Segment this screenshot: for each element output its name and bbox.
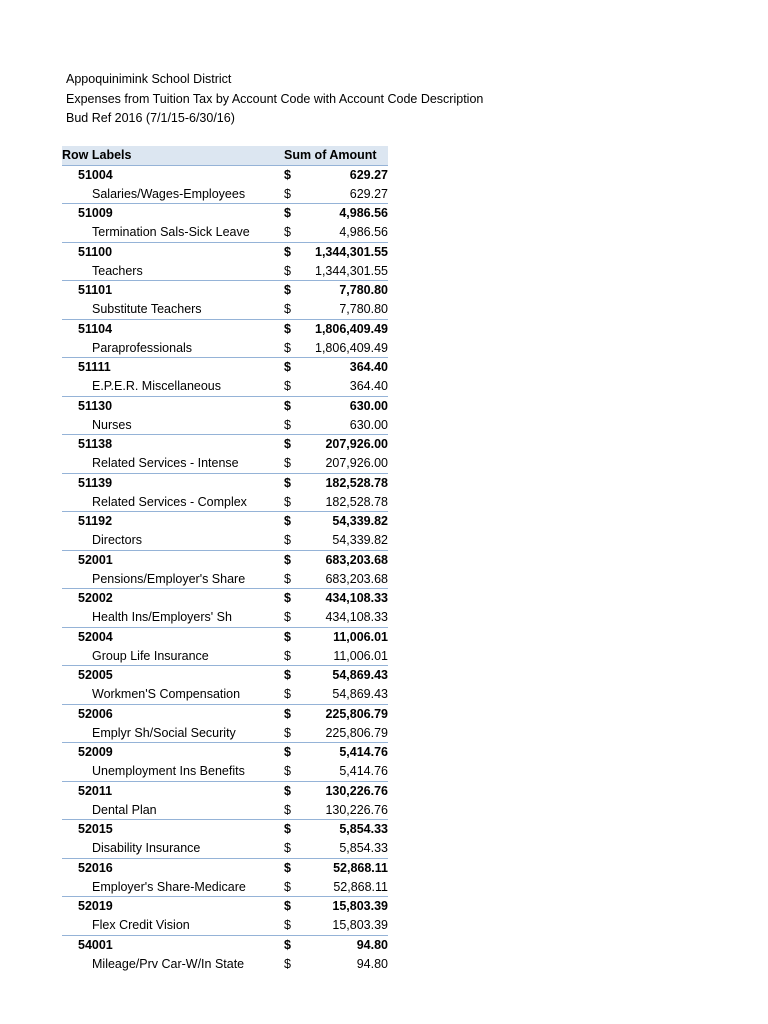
account-code-label: 52019 [62, 897, 284, 916]
currency-symbol: $ [284, 302, 291, 316]
account-code-row[interactable] [62, 204, 388, 223]
currency-symbol: $ [284, 687, 291, 701]
account-description-row[interactable] [62, 801, 388, 820]
account-code-label: 51104 [62, 319, 284, 338]
currency-symbol: $ [284, 764, 291, 778]
amount-value: 94.80 [356, 956, 388, 971]
amount-value: 4,986.56 [298, 204, 388, 223]
account-description-label: Nurses [92, 417, 132, 432]
amount-value: 207,926.00 [298, 435, 388, 454]
district-title: Appoquinimink School District [66, 72, 232, 86]
amount-value: 54,869.43 [298, 666, 388, 685]
amount-value: 630.00 [298, 396, 388, 415]
account-code-label: 52006 [62, 704, 284, 723]
account-code-label: 51138 [62, 435, 284, 454]
account-code-label: 51101 [62, 281, 284, 300]
account-description-row[interactable] [62, 339, 388, 358]
currency-symbol: $ [284, 648, 291, 663]
account-code-row[interactable] [62, 473, 388, 492]
account-description-row[interactable] [62, 955, 388, 974]
account-description-row[interactable] [62, 570, 388, 589]
currency-symbol: $ [284, 704, 298, 723]
account-description-row[interactable] [62, 493, 388, 512]
amount-value: 364.40 [349, 379, 388, 393]
currency-symbol: $ [284, 242, 298, 261]
currency-symbol: $ [284, 417, 291, 432]
currency-symbol: $ [284, 319, 298, 338]
row-labels-header[interactable]: Row Labels [62, 146, 284, 165]
account-description-row[interactable] [62, 223, 388, 242]
account-description-label: Related Services - Complex [92, 494, 247, 509]
amount-value: 15,803.39 [332, 918, 388, 932]
account-code-row[interactable] [62, 820, 388, 839]
amount-value: 7,780.80 [298, 281, 388, 300]
currency-symbol: $ [284, 781, 298, 800]
account-code-row[interactable] [62, 666, 388, 685]
amount-value: 7,780.80 [339, 302, 388, 316]
amount-value: 54,339.82 [298, 512, 388, 531]
account-code-label: 54001 [62, 935, 284, 954]
currency-symbol: $ [284, 627, 298, 646]
currency-symbol: $ [284, 494, 291, 509]
account-code-label: 52001 [62, 550, 284, 569]
account-description-label: Workmen'S Compensation [92, 687, 241, 701]
amount-value: 182,528.78 [298, 473, 388, 492]
currency-symbol: $ [284, 340, 291, 355]
report-header [66, 70, 483, 129]
amount-value: 629.27 [298, 165, 388, 184]
account-description-row[interactable] [62, 647, 388, 666]
account-description-row[interactable] [62, 685, 388, 704]
currency-symbol: $ [284, 589, 298, 608]
sum-of-amount-header[interactable]: Sum of Amount [284, 146, 388, 165]
currency-symbol: $ [284, 550, 298, 569]
currency-symbol: $ [284, 435, 298, 454]
pivot-table [62, 146, 388, 973]
account-description-label: Related Services - Intense [92, 456, 239, 470]
amount-value: 207,926.00 [325, 456, 388, 470]
account-description-label: E.P.E.R. Miscellaneous [92, 379, 221, 393]
currency-symbol: $ [284, 918, 291, 932]
currency-symbol: $ [284, 473, 298, 492]
currency-symbol: $ [284, 820, 298, 839]
account-description-row[interactable] [62, 300, 388, 319]
account-code-label: 51139 [62, 473, 284, 492]
account-description-row[interactable] [62, 608, 388, 627]
account-description-row[interactable] [62, 416, 388, 435]
account-code-row[interactable] [62, 743, 388, 762]
account-description-row[interactable] [62, 454, 388, 473]
account-code-label: 51004 [62, 165, 284, 184]
currency-symbol: $ [284, 281, 298, 300]
account-code-row[interactable] [62, 589, 388, 608]
account-code-row[interactable] [62, 319, 388, 338]
amount-value: 52,868.11 [298, 858, 388, 877]
account-code-row[interactable] [62, 935, 388, 954]
currency-symbol: $ [284, 512, 298, 531]
account-code-label: 51009 [62, 204, 284, 223]
currency-symbol: $ [284, 935, 298, 954]
currency-symbol: $ [284, 379, 291, 393]
amount-value: 4,986.56 [339, 225, 388, 239]
account-code-label: 51192 [62, 512, 284, 531]
currency-symbol: $ [284, 225, 291, 239]
account-code-row[interactable] [62, 627, 388, 646]
currency-symbol: $ [284, 263, 291, 278]
amount-value: 1,344,301.55 [315, 263, 388, 278]
account-code-label: 52002 [62, 589, 284, 608]
report-title: Expenses from Tuition Tax by Account Code with Account Code Description [66, 91, 484, 106]
amount-value: 182,528.78 [325, 494, 388, 509]
account-description-row[interactable] [62, 531, 388, 550]
account-code-label: 52004 [62, 627, 284, 646]
account-description-label: Termination Sals-Sick Leave [92, 225, 250, 239]
account-description-label: Teachers [92, 263, 143, 278]
amount-value: 629.27 [349, 186, 388, 201]
amount-value: 52,868.11 [333, 879, 388, 894]
amount-value: 683,203.68 [298, 550, 388, 569]
account-code-row[interactable] [62, 396, 388, 415]
account-code-row[interactable] [62, 704, 388, 723]
account-code-label: 52011 [62, 781, 284, 800]
currency-symbol: $ [284, 725, 291, 740]
amount-value: 11,006.01 [333, 648, 388, 663]
currency-symbol: $ [284, 456, 291, 470]
account-code-row[interactable] [62, 165, 388, 184]
amount-value: 630.00 [349, 417, 388, 432]
account-code-row[interactable] [62, 512, 388, 531]
account-description-row[interactable] [62, 262, 388, 281]
amount-value: 5,414.76 [298, 743, 388, 762]
account-description-label: Unemployment Ins Benefits [92, 764, 245, 778]
account-description-row[interactable] [62, 377, 388, 396]
amount-value: 434,108.33 [325, 610, 388, 624]
account-code-row[interactable] [62, 781, 388, 800]
account-description-label: Employer's Share-Medicare [92, 879, 246, 894]
amount-value: 5,414.76 [339, 764, 388, 778]
account-description-label: Directors [92, 533, 143, 547]
account-code-label: 51111 [62, 358, 284, 377]
currency-symbol: $ [284, 858, 298, 877]
account-description-label: Health Ins/Employers' Sh [92, 610, 232, 624]
currency-symbol: $ [284, 186, 291, 201]
account-description-label: Substitute Teachers [92, 302, 202, 316]
amount-value: 364.40 [298, 358, 388, 377]
currency-symbol: $ [284, 204, 298, 223]
account-description-row[interactable] [62, 724, 388, 743]
account-description-label: Group Life Insurance [92, 648, 209, 663]
amount-value: 1,806,409.49 [298, 319, 388, 338]
amount-value: 225,806.79 [298, 704, 388, 723]
account-description-row[interactable] [62, 878, 388, 897]
amount-value: 94.80 [298, 935, 388, 954]
amount-value: 15,803.39 [298, 897, 388, 916]
currency-symbol: $ [284, 571, 291, 586]
currency-symbol: $ [284, 358, 298, 377]
account-description-label: Salaries/Wages-Employees [92, 186, 246, 201]
account-code-label: 51130 [62, 396, 284, 415]
account-description-label: Flex Credit Vision [92, 918, 190, 932]
account-description-label: Mileage/Prv Car-W/In State [92, 956, 245, 971]
amount-value: 54,339.82 [332, 533, 388, 547]
account-code-row[interactable] [62, 358, 388, 377]
amount-value: 225,806.79 [325, 725, 388, 740]
account-description-row[interactable] [62, 916, 388, 935]
account-description-label: Dental Plan [92, 802, 157, 817]
account-code-row[interactable] [62, 550, 388, 569]
currency-symbol: $ [284, 841, 291, 855]
account-description-row[interactable] [62, 762, 388, 781]
currency-symbol: $ [284, 956, 291, 971]
amount-value: 54,869.43 [332, 687, 388, 701]
account-code-row[interactable] [62, 281, 388, 300]
currency-symbol: $ [284, 897, 298, 916]
account-description-label: Disability Insurance [92, 841, 201, 855]
amount-value: 434,108.33 [298, 589, 388, 608]
account-code-row[interactable] [62, 897, 388, 916]
currency-symbol: $ [284, 610, 291, 624]
pivot-body [62, 165, 388, 973]
currency-symbol: $ [284, 666, 298, 685]
amount-value: 1,344,301.55 [298, 242, 388, 261]
account-code-label: 52005 [62, 666, 284, 685]
pivot-header-row [62, 146, 388, 165]
currency-symbol: $ [284, 743, 298, 762]
amount-value: 130,226.76 [325, 802, 388, 817]
currency-symbol: $ [284, 396, 298, 415]
amount-value: 5,854.33 [339, 841, 388, 855]
account-description-row[interactable] [62, 839, 388, 858]
account-code-row[interactable] [62, 435, 388, 454]
budget-reference: Bud Ref 2016 (7/1/15-6/30/16) [66, 111, 235, 125]
account-code-label: 52016 [62, 858, 284, 877]
currency-symbol: $ [284, 165, 298, 184]
account-description-label: Pensions/Employer's Share [92, 571, 246, 586]
account-code-label: 52015 [62, 820, 284, 839]
account-code-row[interactable] [62, 242, 388, 261]
currency-symbol: $ [284, 533, 291, 547]
account-code-row[interactable] [62, 858, 388, 877]
amount-value: 5,854.33 [298, 820, 388, 839]
account-description-label: Emplyr Sh/Social Security [92, 725, 236, 740]
amount-value: 130,226.76 [298, 781, 388, 800]
currency-symbol: $ [284, 802, 291, 817]
amount-value: 683,203.68 [325, 571, 388, 586]
account-description-row[interactable] [62, 185, 388, 204]
account-description-label: Paraprofessionals [92, 340, 193, 355]
amount-value: 11,006.01 [298, 627, 388, 646]
amount-value: 1,806,409.49 [315, 340, 388, 355]
account-code-label: 52009 [62, 743, 284, 762]
currency-symbol: $ [284, 879, 291, 894]
account-code-label: 51100 [62, 242, 284, 261]
